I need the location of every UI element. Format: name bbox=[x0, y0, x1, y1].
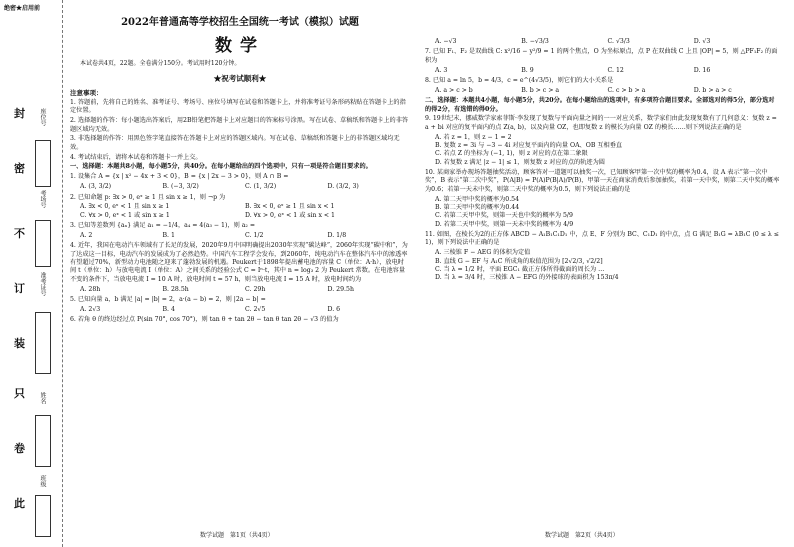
option: D. 6 bbox=[327, 305, 341, 313]
option: A. 第二天甲中奖的概率为0.54 bbox=[435, 195, 520, 203]
option: B. (−3, 3/2) bbox=[162, 183, 199, 191]
binding-margin bbox=[0, 0, 63, 547]
subject-title: 数学 bbox=[215, 35, 265, 56]
note-item: 4. 考试结束后，请将本试卷和答题卡一并上交。 bbox=[70, 153, 202, 161]
seat-number-box[interactable] bbox=[35, 140, 51, 187]
binding-char: 封 bbox=[14, 107, 25, 120]
page-footer-right: 数学试题 第2页（共4页） bbox=[545, 532, 619, 539]
binding-char: 密 bbox=[14, 162, 25, 175]
question-stem: 4. 近年，我国在电动汽车领域有了长足的发展，2020年9月中国明确提出2030年实现“碳达峰”，2060年实现“碳中和”，为了达成这一目标，电动汽车的发展成为了必然趋势。中国汽车工程学会发布，到2060年，纯电动汽车在整体汽车中的渗透率有望超过70%，新型动力电池随之迎来了蓬勃发展的机遇。Peukert于1898年提出蓄电池的容量 C（单位：A·h），放电时间 t（单位：h）与放电电流 I（单位：A）之间关系的经验公式 C = Iⁿ·t，其中 n = log₃ 2 为 Peukert 常数。在电池容量不变的条件下，当放电电流 I = 10 A 时，放电时间 t = 57 h，则当放电电流 I = 15 A 时，放电时间约为 bbox=[70, 242, 408, 283]
answer-options bbox=[435, 38, 780, 46]
option: C. 2√5 bbox=[245, 305, 266, 313]
right-column bbox=[425, 0, 780, 285]
section-heading: 一、选择题：本题共8小题，每小题5分，共40分。在每小题给出的四个选项中，只有一项是符合题目要求的。 bbox=[70, 163, 372, 171]
secret-label: 绝密★启用前 bbox=[4, 5, 41, 12]
option: C. √3/3 bbox=[607, 38, 630, 45]
question-stem: 9. 19世纪末，挪威数学家索菲斯·李发现了复数与平面向量之间的一一对应关系，数学家们由此发现复数有了几何意义：复数 z = a + bi 对应的复平面内的点 Z(a, b)，以及向量 OZ，也即复数 z 的模长为向量 OZ 的模长……则下列说法正确的是 bbox=[425, 115, 777, 131]
option: B. 1 bbox=[162, 231, 175, 239]
answer-options bbox=[80, 286, 410, 294]
option: A. 三棱锥 F − AEG 的体积为定值 bbox=[435, 249, 531, 257]
binding-char: 不 bbox=[14, 227, 25, 240]
good-luck-banner: ★祝考试顺利★ bbox=[213, 73, 267, 83]
question-stem: 2. 已知命题 p: ∃x > 0, eˣ ≥ 1 且 sin x ≥ 1，则 ¬p 为 bbox=[70, 193, 226, 201]
exam-id-box[interactable] bbox=[35, 312, 51, 374]
option: A. 2√3 bbox=[80, 305, 101, 313]
option: D. (3/2, 3) bbox=[327, 183, 359, 191]
seat-number-label: 座位号 bbox=[39, 108, 46, 126]
exam-title: 2022年普通高等学校招生全国统一考试（模拟）试题 bbox=[121, 17, 359, 28]
answer-options bbox=[435, 67, 780, 75]
class-label: 班级 bbox=[39, 475, 46, 487]
option: A. 3 bbox=[435, 66, 448, 74]
option: B. 9 bbox=[521, 66, 534, 74]
option: D. b > a > c bbox=[693, 86, 732, 94]
room-number-box[interactable] bbox=[35, 220, 51, 267]
name-label: 姓名 bbox=[39, 392, 46, 404]
option: B. 直线 G − EF 与 A₁C 所成角的取值范围为 [2√2/3, √2/2] bbox=[435, 257, 603, 265]
note-item: 3. 非选择题的作答：用黑色签字笔直接答在答题卡上对应的答题区域内。写在试卷、草稿纸和答题卡上的非答题区域均无效。 bbox=[70, 135, 400, 151]
option: C. 当 λ = 1/2 时，平面 EGC₁ 截正方体所得截面的周长为 … bbox=[435, 265, 605, 273]
question-stem: 10. 某商家举办现场答题抽奖活动，顾客答对一道题可以抽奖一次，已知顾客甲第一次中奖的概率为0.4，设 A 表示“第一次中奖”，B 表示“第二次中奖”，P(A|B) = P(A)P(B|A)/P(B)，甲第一天在商家消费后参加抽奖，若第一天中奖，则第二天中奖的概率为0.6；若第一天未中奖，则第二天中奖的概率为0.5，则下列说法正确的是 bbox=[425, 169, 780, 193]
option: D. √3 bbox=[693, 38, 711, 45]
left-column bbox=[70, 0, 410, 326]
option: B. 4 bbox=[162, 305, 175, 313]
option: A. 若 z = 1，则 z − 1 = 2 bbox=[435, 133, 512, 141]
option: C. 若第二天甲中奖，则第一天也中奖的概率为 5/9 bbox=[435, 212, 573, 220]
answer-options bbox=[435, 249, 780, 282]
option: D. ∀x > 0, eˣ < 1 或 sin x < 1 bbox=[245, 211, 335, 219]
option: A. 28h bbox=[80, 285, 101, 293]
option: D. 29.5h bbox=[327, 285, 354, 293]
answer-options bbox=[435, 87, 780, 95]
binding-char: 只 bbox=[14, 387, 25, 400]
binding-char: 卷 bbox=[14, 442, 25, 455]
answer-options bbox=[80, 232, 410, 240]
option: A. ∃x < 0, eˣ < 1 且 sin x ≥ 1 bbox=[80, 203, 170, 211]
option: A. a > c > b bbox=[435, 86, 473, 94]
option: C. c > b > a bbox=[607, 86, 646, 94]
question-stem: 5. 已知向量 a，b 满足 |a| = |b| = 2，a·(a − b) = 2，则 |2a − b| = bbox=[70, 295, 266, 303]
option: C. ∀x > 0, eˣ < 1 或 sin x ≥ 1 bbox=[80, 211, 170, 219]
option: B. 第二天甲中奖的概率为0.44 bbox=[435, 203, 520, 211]
binding-char: 装 bbox=[14, 337, 25, 350]
answer-options bbox=[80, 306, 410, 314]
binding-char: 此 bbox=[14, 497, 25, 510]
question-stem: 1. 设集合 A = {x | x² − 4x + 3 < 0}，B = {x | 2x − 3 > 0}，则 A ∩ B = bbox=[70, 173, 289, 181]
note-item: 1. 答题前，先将自己的姓名、准考证号、考场号、座位号填写在试卷和答题卡上，并将准考证号条形码粘贴在答题卡上的指定位置。 bbox=[70, 98, 406, 115]
option: C. 1/2 bbox=[245, 231, 264, 239]
option: B. 28.5h bbox=[162, 285, 189, 293]
option: D. 当 λ = 3/4 时，三棱锥 A − EFG 的外接球的表面积为 153π/4 bbox=[435, 274, 619, 282]
binding-char: 订 bbox=[14, 282, 25, 295]
page-footer-left: 数学试题 第1页（共4页） bbox=[200, 532, 274, 539]
exam-info: 本试卷共4页，22题。全卷满分150分。考试用时120分钟。 bbox=[80, 60, 241, 68]
notes-title: 注意事项： bbox=[70, 88, 103, 97]
name-box[interactable] bbox=[35, 415, 51, 467]
section-heading: 二、选择题：本题共4小题，每小题5分，共20分。在每小题给出的选项中，有多项符合题目要求。全部选对的得5分，部分选对的得2分，有选错的得0分。 bbox=[425, 97, 775, 113]
option: C. 12 bbox=[607, 66, 624, 74]
option: A. (3, 3/2) bbox=[80, 183, 112, 191]
option: B. 复数 z = 3i 与 −3 − 4i 对应复平面内的向量 OA、OB 互相垂直 bbox=[435, 141, 623, 149]
option: C. (1, 3/2) bbox=[245, 183, 277, 191]
option: D. 16 bbox=[693, 66, 711, 74]
question-stem: 3. 已知等差数列 {aₙ} 满足 a₁ = −1/4，a₄ = 4(a₃ − 1)，则 a₂ = bbox=[70, 222, 256, 230]
question-stem: 6. 若角 θ 的终边经过点 P(sin 70°, cos 70°)，则 tan θ + tan 2θ − tan θ tan 2θ − √3 的值为 bbox=[70, 316, 339, 324]
question-stem: 8. 已知 a = ln 5，b = 4/3，c = e^(4√3/5)，则它们的大小关系是 bbox=[425, 76, 614, 84]
option: B. −√3/3 bbox=[521, 38, 549, 45]
answer-options bbox=[435, 196, 780, 229]
option: C. 29h bbox=[245, 285, 266, 293]
answer-options bbox=[80, 203, 410, 220]
room-number-label: 考场号 bbox=[39, 190, 46, 208]
option: D. 1/8 bbox=[327, 231, 347, 239]
class-box[interactable] bbox=[35, 495, 51, 537]
option: B. b > c > a bbox=[521, 86, 560, 94]
option: D. 若复数 z 满足 |z − 1| ≤ 1，则复数 z 对应的点的轨迹为圆 bbox=[435, 158, 605, 166]
option: A. −√3 bbox=[435, 38, 457, 45]
question-stem: 11. 如图，在棱长为2的正方体 ABCD − A₁B₁C₁D₁ 中，点 E、F 分别为 BC、C₁D₁ 的中点，点 G 满足 B₁G = λB₁C (0 ≤ λ ≤ 1)，则下列说法中正确的是 bbox=[425, 231, 779, 247]
answer-options bbox=[435, 134, 780, 167]
option: A. 2 bbox=[80, 231, 93, 239]
option: D. 若第二天甲中奖，则第一天未中奖的概率为 4/9 bbox=[435, 220, 574, 228]
option: C. 若点 Z 的坐标为 (−1, 1)，则 z 对应的点在第二象限 bbox=[435, 150, 588, 158]
note-item: 2. 选择题的作答：每小题选出答案后，用2B铅笔把答题卡上对应题目的答案标号涂黑。写在试卷、草稿纸和答题卡上的非答题区域均无效。 bbox=[70, 117, 409, 133]
answer-options bbox=[80, 183, 410, 191]
option: B. ∃x < 0, eˣ ≥ 1 且 sin x < 1 bbox=[245, 203, 335, 211]
exam-id-label: 准考证号 bbox=[39, 272, 46, 296]
question-stem: 7. 已知 F₁、F₂ 是双曲线 C: x²/16 − y²/9 = 1 的两个焦点，O 为坐标原点，点 P 在双曲线 C 上且 |OP| = 5，则 △PF₁F₂ 的面积为 bbox=[425, 48, 778, 64]
